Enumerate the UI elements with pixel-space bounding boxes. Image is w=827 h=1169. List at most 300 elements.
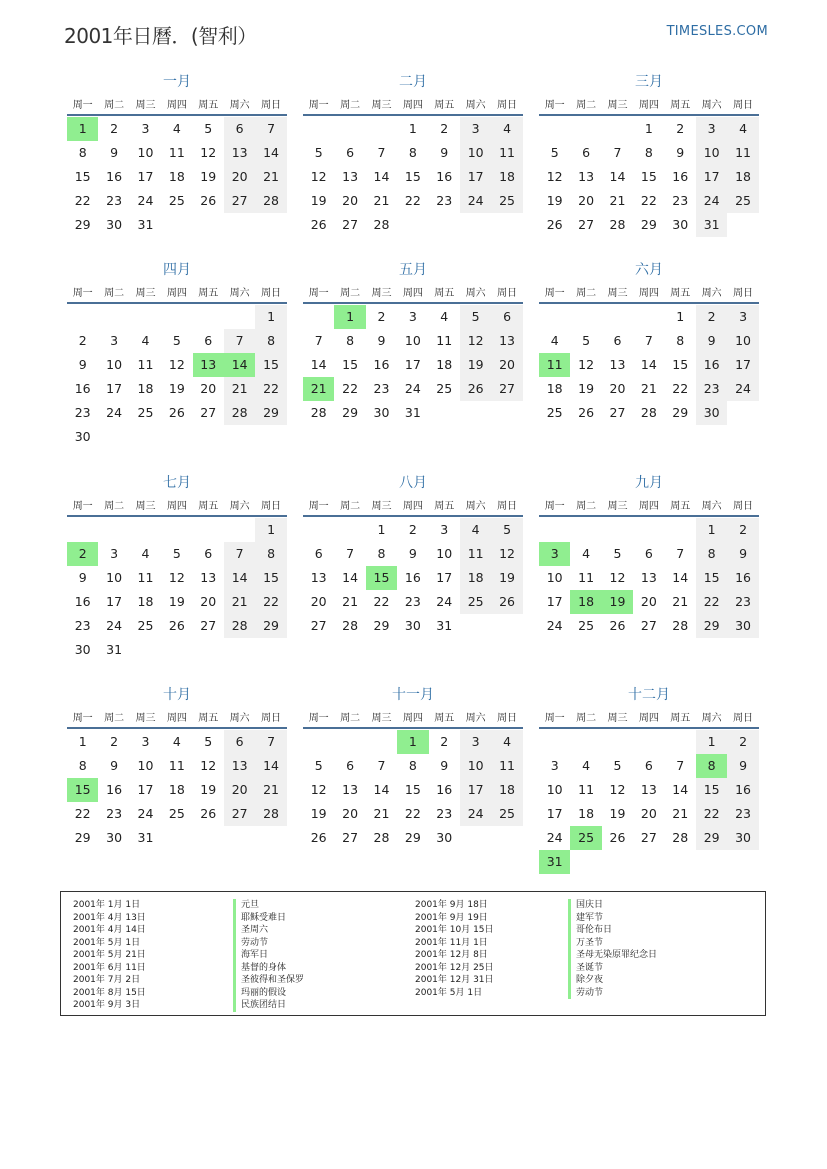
holiday-day-cell[interactable]: 19 xyxy=(602,590,633,614)
day-cell[interactable]: 25 xyxy=(491,189,522,213)
day-cell[interactable]: 19 xyxy=(200,782,217,797)
day-cell[interactable]: 6 xyxy=(613,333,622,348)
day-cell[interactable]: 25 xyxy=(168,806,185,821)
day-cell[interactable]: 19 xyxy=(168,594,185,609)
day-cell[interactable]: 24 xyxy=(137,806,154,821)
day-cell[interactable]: 17 xyxy=(696,165,727,189)
day-cell[interactable]: 22 xyxy=(696,590,727,614)
day-cell[interactable]: 20 xyxy=(224,165,255,189)
day-cell[interactable]: 20 xyxy=(491,353,522,377)
day-cell[interactable]: 16 xyxy=(106,782,123,797)
day-cell[interactable]: 3 xyxy=(696,117,727,141)
day-cell[interactable]: 30 xyxy=(696,401,727,425)
day-cell[interactable]: 4 xyxy=(172,734,181,749)
day-cell[interactable]: 17 xyxy=(404,357,421,372)
day-cell[interactable]: 13 xyxy=(491,329,522,353)
day-cell[interactable]: 17 xyxy=(106,594,123,609)
day-cell[interactable]: 28 xyxy=(224,614,255,638)
day-cell[interactable]: 19 xyxy=(200,169,217,184)
day-cell[interactable]: 16 xyxy=(373,357,390,372)
holiday-day-cell[interactable]: 15 xyxy=(67,778,98,802)
day-cell[interactable]: 6 xyxy=(314,546,323,561)
day-cell[interactable]: 7 xyxy=(377,758,386,773)
day-cell[interactable]: 21 xyxy=(224,377,255,401)
day-cell[interactable]: 19 xyxy=(578,381,595,396)
day-cell[interactable]: 11 xyxy=(436,333,453,348)
day-cell[interactable]: 7 xyxy=(314,333,323,348)
day-cell[interactable]: 22 xyxy=(255,377,286,401)
day-cell[interactable]: 3 xyxy=(110,546,119,561)
day-cell[interactable]: 16 xyxy=(696,353,727,377)
day-cell[interactable]: 27 xyxy=(342,217,359,232)
day-cell[interactable]: 18 xyxy=(460,566,491,590)
day-cell[interactable]: 28 xyxy=(373,217,390,232)
day-cell[interactable]: 23 xyxy=(727,590,758,614)
day-cell[interactable]: 25 xyxy=(137,405,154,420)
day-cell[interactable]: 18 xyxy=(168,782,185,797)
day-cell[interactable]: 20 xyxy=(200,594,217,609)
day-cell[interactable]: 14 xyxy=(224,566,255,590)
day-cell[interactable]: 12 xyxy=(609,570,626,585)
day-cell[interactable]: 13 xyxy=(578,169,595,184)
day-cell[interactable]: 17 xyxy=(137,169,154,184)
day-cell[interactable]: 15 xyxy=(404,169,421,184)
day-cell[interactable]: 11 xyxy=(137,357,154,372)
day-cell[interactable]: 10 xyxy=(404,333,421,348)
day-cell[interactable]: 21 xyxy=(672,594,689,609)
day-cell[interactable]: 5 xyxy=(314,758,323,773)
day-cell[interactable]: 2 xyxy=(440,121,449,136)
day-cell[interactable]: 2 xyxy=(727,518,758,542)
day-cell[interactable]: 26 xyxy=(168,405,185,420)
holiday-day-cell[interactable]: 14 xyxy=(224,353,255,377)
day-cell[interactable]: 27 xyxy=(200,618,217,633)
day-cell[interactable]: 6 xyxy=(346,758,355,773)
day-cell[interactable]: 8 xyxy=(676,333,685,348)
day-cell[interactable]: 8 xyxy=(255,542,286,566)
day-cell[interactable]: 9 xyxy=(676,145,685,160)
day-cell[interactable]: 1 xyxy=(78,734,87,749)
day-cell[interactable]: 25 xyxy=(168,193,185,208)
day-cell[interactable]: 27 xyxy=(342,830,359,845)
day-cell[interactable]: 10 xyxy=(106,570,123,585)
day-cell[interactable]: 4 xyxy=(582,758,591,773)
day-cell[interactable]: 8 xyxy=(346,333,355,348)
day-cell[interactable]: 10 xyxy=(460,754,491,778)
day-cell[interactable]: 2 xyxy=(110,121,119,136)
day-cell[interactable]: 15 xyxy=(342,357,359,372)
holiday-day-cell[interactable]: 2 xyxy=(67,542,98,566)
day-cell[interactable]: 11 xyxy=(491,141,522,165)
day-cell[interactable]: 24 xyxy=(137,193,154,208)
day-cell[interactable]: 29 xyxy=(74,830,91,845)
day-cell[interactable]: 18 xyxy=(168,169,185,184)
day-cell[interactable]: 29 xyxy=(373,618,390,633)
day-cell[interactable]: 27 xyxy=(609,405,626,420)
day-cell[interactable]: 20 xyxy=(609,381,626,396)
day-cell[interactable]: 21 xyxy=(342,594,359,609)
day-cell[interactable]: 1 xyxy=(696,518,727,542)
day-cell[interactable]: 6 xyxy=(346,145,355,160)
day-cell[interactable]: 4 xyxy=(582,546,591,561)
day-cell[interactable]: 10 xyxy=(727,329,758,353)
day-cell[interactable]: 5 xyxy=(314,145,323,160)
day-cell[interactable]: 5 xyxy=(613,546,622,561)
day-cell[interactable]: 22 xyxy=(74,193,91,208)
day-cell[interactable]: 25 xyxy=(578,618,595,633)
day-cell[interactable]: 26 xyxy=(310,217,327,232)
day-cell[interactable]: 25 xyxy=(137,618,154,633)
holiday-day-cell[interactable]: 18 xyxy=(570,590,601,614)
day-cell[interactable]: 7 xyxy=(377,145,386,160)
day-cell[interactable]: 12 xyxy=(200,145,217,160)
day-cell[interactable]: 21 xyxy=(609,193,626,208)
day-cell[interactable]: 6 xyxy=(224,117,255,141)
day-cell[interactable]: 7 xyxy=(676,758,685,773)
day-cell[interactable]: 20 xyxy=(578,193,595,208)
day-cell[interactable]: 20 xyxy=(224,778,255,802)
day-cell[interactable]: 15 xyxy=(696,778,727,802)
day-cell[interactable]: 8 xyxy=(408,758,417,773)
day-cell[interactable]: 14 xyxy=(310,357,327,372)
site-logo[interactable]: TIMESLES.COM xyxy=(666,24,768,39)
day-cell[interactable]: 13 xyxy=(342,782,359,797)
day-cell[interactable]: 27 xyxy=(640,830,657,845)
day-cell[interactable]: 8 xyxy=(696,542,727,566)
day-cell[interactable]: 3 xyxy=(110,333,119,348)
day-cell[interactable]: 31 xyxy=(696,213,727,237)
day-cell[interactable]: 18 xyxy=(491,165,522,189)
day-cell[interactable]: 10 xyxy=(137,145,154,160)
day-cell[interactable]: 20 xyxy=(342,193,359,208)
day-cell[interactable]: 20 xyxy=(342,806,359,821)
day-cell[interactable]: 5 xyxy=(550,145,559,160)
day-cell[interactable]: 13 xyxy=(200,570,217,585)
day-cell[interactable]: 15 xyxy=(74,169,91,184)
day-cell[interactable]: 23 xyxy=(672,193,689,208)
day-cell[interactable]: 22 xyxy=(696,802,727,826)
day-cell[interactable]: 21 xyxy=(255,165,286,189)
day-cell[interactable]: 13 xyxy=(609,357,626,372)
day-cell[interactable]: 12 xyxy=(168,570,185,585)
day-cell[interactable]: 12 xyxy=(460,329,491,353)
day-cell[interactable]: 18 xyxy=(727,165,758,189)
day-cell[interactable]: 18 xyxy=(578,806,595,821)
day-cell[interactable]: 23 xyxy=(436,806,453,821)
day-cell[interactable]: 4 xyxy=(491,730,522,754)
day-cell[interactable]: 13 xyxy=(224,141,255,165)
day-cell[interactable]: 31 xyxy=(137,830,154,845)
day-cell[interactable]: 1 xyxy=(255,305,286,329)
day-cell[interactable]: 9 xyxy=(727,542,758,566)
day-cell[interactable]: 13 xyxy=(310,570,327,585)
day-cell[interactable]: 16 xyxy=(727,778,758,802)
day-cell[interactable]: 22 xyxy=(640,193,657,208)
day-cell[interactable]: 7 xyxy=(346,546,355,561)
day-cell[interactable]: 12 xyxy=(168,357,185,372)
day-cell[interactable]: 30 xyxy=(672,217,689,232)
day-cell[interactable]: 24 xyxy=(106,618,123,633)
day-cell[interactable]: 14 xyxy=(255,754,286,778)
day-cell[interactable]: 28 xyxy=(342,618,359,633)
day-cell[interactable]: 17 xyxy=(727,353,758,377)
day-cell[interactable]: 16 xyxy=(436,782,453,797)
day-cell[interactable]: 23 xyxy=(106,193,123,208)
day-cell[interactable]: 24 xyxy=(546,830,563,845)
day-cell[interactable]: 1 xyxy=(377,522,386,537)
day-cell[interactable]: 22 xyxy=(342,381,359,396)
day-cell[interactable]: 25 xyxy=(491,802,522,826)
day-cell[interactable]: 20 xyxy=(200,381,217,396)
day-cell[interactable]: 18 xyxy=(137,594,154,609)
day-cell[interactable]: 9 xyxy=(440,758,449,773)
day-cell[interactable]: 19 xyxy=(168,381,185,396)
day-cell[interactable]: 20 xyxy=(640,594,657,609)
holiday-day-cell[interactable]: 11 xyxy=(539,353,570,377)
day-cell[interactable]: 9 xyxy=(408,546,417,561)
day-cell[interactable]: 11 xyxy=(168,758,185,773)
day-cell[interactable]: 15 xyxy=(404,782,421,797)
day-cell[interactable]: 5 xyxy=(613,758,622,773)
day-cell[interactable]: 17 xyxy=(106,381,123,396)
day-cell[interactable]: 7 xyxy=(613,145,622,160)
day-cell[interactable]: 12 xyxy=(491,542,522,566)
day-cell[interactable]: 19 xyxy=(460,353,491,377)
holiday-day-cell[interactable]: 3 xyxy=(539,542,570,566)
day-cell[interactable]: 29 xyxy=(74,217,91,232)
day-cell[interactable]: 5 xyxy=(172,546,181,561)
day-cell[interactable]: 26 xyxy=(168,618,185,633)
day-cell[interactable]: 3 xyxy=(408,309,417,324)
day-cell[interactable]: 2 xyxy=(440,734,449,749)
day-cell[interactable]: 16 xyxy=(404,570,421,585)
day-cell[interactable]: 3 xyxy=(440,522,449,537)
day-cell[interactable]: 2 xyxy=(696,305,727,329)
day-cell[interactable]: 1 xyxy=(255,518,286,542)
day-cell[interactable]: 30 xyxy=(106,830,123,845)
day-cell[interactable]: 1 xyxy=(644,121,653,136)
day-cell[interactable]: 12 xyxy=(546,169,563,184)
day-cell[interactable]: 4 xyxy=(172,121,181,136)
day-cell[interactable]: 31 xyxy=(106,642,123,657)
day-cell[interactable]: 9 xyxy=(377,333,386,348)
holiday-day-cell[interactable]: 21 xyxy=(303,377,334,401)
day-cell[interactable]: 29 xyxy=(342,405,359,420)
day-cell[interactable]: 12 xyxy=(609,782,626,797)
day-cell[interactable]: 7 xyxy=(255,117,286,141)
day-cell[interactable]: 27 xyxy=(200,405,217,420)
day-cell[interactable]: 13 xyxy=(224,754,255,778)
day-cell[interactable]: 9 xyxy=(110,758,119,773)
day-cell[interactable]: 2 xyxy=(78,333,87,348)
day-cell[interactable]: 13 xyxy=(342,169,359,184)
day-cell[interactable]: 8 xyxy=(408,145,417,160)
holiday-day-cell[interactable]: 25 xyxy=(570,826,601,850)
day-cell[interactable]: 29 xyxy=(640,217,657,232)
day-cell[interactable]: 28 xyxy=(310,405,327,420)
day-cell[interactable]: 30 xyxy=(106,217,123,232)
day-cell[interactable]: 20 xyxy=(310,594,327,609)
day-cell[interactable]: 5 xyxy=(204,734,213,749)
day-cell[interactable]: 4 xyxy=(550,333,559,348)
day-cell[interactable]: 7 xyxy=(224,542,255,566)
day-cell[interactable]: 11 xyxy=(137,570,154,585)
day-cell[interactable]: 4 xyxy=(727,117,758,141)
day-cell[interactable]: 26 xyxy=(460,377,491,401)
day-cell[interactable]: 5 xyxy=(582,333,591,348)
day-cell[interactable]: 15 xyxy=(640,169,657,184)
day-cell[interactable]: 7 xyxy=(644,333,653,348)
day-cell[interactable]: 14 xyxy=(609,169,626,184)
day-cell[interactable]: 22 xyxy=(373,594,390,609)
day-cell[interactable]: 21 xyxy=(224,590,255,614)
day-cell[interactable]: 17 xyxy=(546,806,563,821)
day-cell[interactable]: 6 xyxy=(224,730,255,754)
day-cell[interactable]: 3 xyxy=(460,117,491,141)
day-cell[interactable]: 6 xyxy=(644,546,653,561)
day-cell[interactable]: 11 xyxy=(168,145,185,160)
day-cell[interactable]: 29 xyxy=(672,405,689,420)
day-cell[interactable]: 4 xyxy=(141,333,150,348)
day-cell[interactable]: 10 xyxy=(546,570,563,585)
day-cell[interactable]: 3 xyxy=(141,734,150,749)
day-cell[interactable]: 17 xyxy=(460,778,491,802)
day-cell[interactable]: 14 xyxy=(342,570,359,585)
day-cell[interactable]: 11 xyxy=(491,754,522,778)
holiday-day-cell[interactable]: 1 xyxy=(67,117,98,141)
day-cell[interactable]: 26 xyxy=(200,806,217,821)
day-cell[interactable]: 11 xyxy=(578,782,595,797)
day-cell[interactable]: 24 xyxy=(696,189,727,213)
holiday-day-cell[interactable]: 31 xyxy=(539,850,570,874)
day-cell[interactable]: 17 xyxy=(546,594,563,609)
day-cell[interactable]: 21 xyxy=(640,381,657,396)
day-cell[interactable]: 3 xyxy=(550,758,559,773)
day-cell[interactable]: 7 xyxy=(224,329,255,353)
day-cell[interactable]: 28 xyxy=(224,401,255,425)
day-cell[interactable]: 28 xyxy=(255,802,286,826)
day-cell[interactable]: 9 xyxy=(727,754,758,778)
day-cell[interactable]: 19 xyxy=(546,193,563,208)
day-cell[interactable]: 10 xyxy=(546,782,563,797)
day-cell[interactable]: 16 xyxy=(74,594,91,609)
day-cell[interactable]: 11 xyxy=(460,542,491,566)
day-cell[interactable]: 23 xyxy=(74,618,91,633)
day-cell[interactable]: 13 xyxy=(640,782,657,797)
holiday-day-cell[interactable]: 1 xyxy=(334,305,365,329)
day-cell[interactable]: 8 xyxy=(377,546,386,561)
day-cell[interactable]: 2 xyxy=(377,309,386,324)
day-cell[interactable]: 19 xyxy=(609,806,626,821)
day-cell[interactable]: 6 xyxy=(491,305,522,329)
day-cell[interactable]: 1 xyxy=(408,121,417,136)
day-cell[interactable]: 14 xyxy=(373,169,390,184)
day-cell[interactable]: 11 xyxy=(727,141,758,165)
day-cell[interactable]: 26 xyxy=(310,830,327,845)
day-cell[interactable]: 29 xyxy=(255,614,286,638)
day-cell[interactable]: 9 xyxy=(78,357,87,372)
day-cell[interactable]: 3 xyxy=(727,305,758,329)
day-cell[interactable]: 25 xyxy=(727,189,758,213)
day-cell[interactable]: 24 xyxy=(106,405,123,420)
day-cell[interactable]: 12 xyxy=(200,758,217,773)
day-cell[interactable]: 8 xyxy=(78,145,87,160)
day-cell[interactable]: 30 xyxy=(436,830,453,845)
day-cell[interactable]: 25 xyxy=(546,405,563,420)
day-cell[interactable]: 20 xyxy=(640,806,657,821)
day-cell[interactable]: 31 xyxy=(436,618,453,633)
day-cell[interactable]: 28 xyxy=(672,618,689,633)
day-cell[interactable]: 24 xyxy=(436,594,453,609)
day-cell[interactable]: 15 xyxy=(255,353,286,377)
day-cell[interactable]: 2 xyxy=(676,121,685,136)
day-cell[interactable]: 2 xyxy=(408,522,417,537)
day-cell[interactable]: 21 xyxy=(373,193,390,208)
day-cell[interactable]: 22 xyxy=(672,381,689,396)
day-cell[interactable]: 1 xyxy=(676,309,685,324)
day-cell[interactable]: 23 xyxy=(106,806,123,821)
day-cell[interactable]: 19 xyxy=(491,566,522,590)
day-cell[interactable]: 8 xyxy=(644,145,653,160)
day-cell[interactable]: 5 xyxy=(491,518,522,542)
day-cell[interactable]: 23 xyxy=(404,594,421,609)
day-cell[interactable]: 28 xyxy=(672,830,689,845)
day-cell[interactable]: 10 xyxy=(696,141,727,165)
day-cell[interactable]: 7 xyxy=(676,546,685,561)
day-cell[interactable]: 23 xyxy=(696,377,727,401)
day-cell[interactable]: 14 xyxy=(373,782,390,797)
day-cell[interactable]: 18 xyxy=(436,357,453,372)
day-cell[interactable]: 30 xyxy=(373,405,390,420)
day-cell[interactable]: 24 xyxy=(546,618,563,633)
day-cell[interactable]: 6 xyxy=(204,333,213,348)
day-cell[interactable]: 16 xyxy=(106,169,123,184)
day-cell[interactable]: 30 xyxy=(74,429,91,444)
day-cell[interactable]: 17 xyxy=(137,782,154,797)
day-cell[interactable]: 4 xyxy=(141,546,150,561)
day-cell[interactable]: 12 xyxy=(578,357,595,372)
day-cell[interactable]: 8 xyxy=(255,329,286,353)
day-cell[interactable]: 24 xyxy=(460,189,491,213)
day-cell[interactable]: 23 xyxy=(74,405,91,420)
day-cell[interactable]: 7 xyxy=(255,730,286,754)
day-cell[interactable]: 19 xyxy=(310,806,327,821)
day-cell[interactable]: 14 xyxy=(672,570,689,585)
day-cell[interactable]: 16 xyxy=(672,169,689,184)
day-cell[interactable]: 31 xyxy=(137,217,154,232)
day-cell[interactable]: 27 xyxy=(491,377,522,401)
day-cell[interactable]: 29 xyxy=(255,401,286,425)
day-cell[interactable]: 4 xyxy=(460,518,491,542)
day-cell[interactable]: 14 xyxy=(255,141,286,165)
day-cell[interactable]: 18 xyxy=(491,778,522,802)
day-cell[interactable]: 12 xyxy=(310,782,327,797)
day-cell[interactable]: 14 xyxy=(640,357,657,372)
day-cell[interactable]: 6 xyxy=(644,758,653,773)
day-cell[interactable]: 9 xyxy=(78,570,87,585)
day-cell[interactable]: 30 xyxy=(727,826,758,850)
day-cell[interactable]: 19 xyxy=(310,193,327,208)
day-cell[interactable]: 9 xyxy=(110,145,119,160)
day-cell[interactable]: 29 xyxy=(404,830,421,845)
day-cell[interactable]: 18 xyxy=(546,381,563,396)
day-cell[interactable]: 22 xyxy=(404,193,421,208)
day-cell[interactable]: 27 xyxy=(224,802,255,826)
day-cell[interactable]: 30 xyxy=(727,614,758,638)
day-cell[interactable]: 2 xyxy=(110,734,119,749)
day-cell[interactable]: 5 xyxy=(460,305,491,329)
day-cell[interactable]: 26 xyxy=(491,590,522,614)
